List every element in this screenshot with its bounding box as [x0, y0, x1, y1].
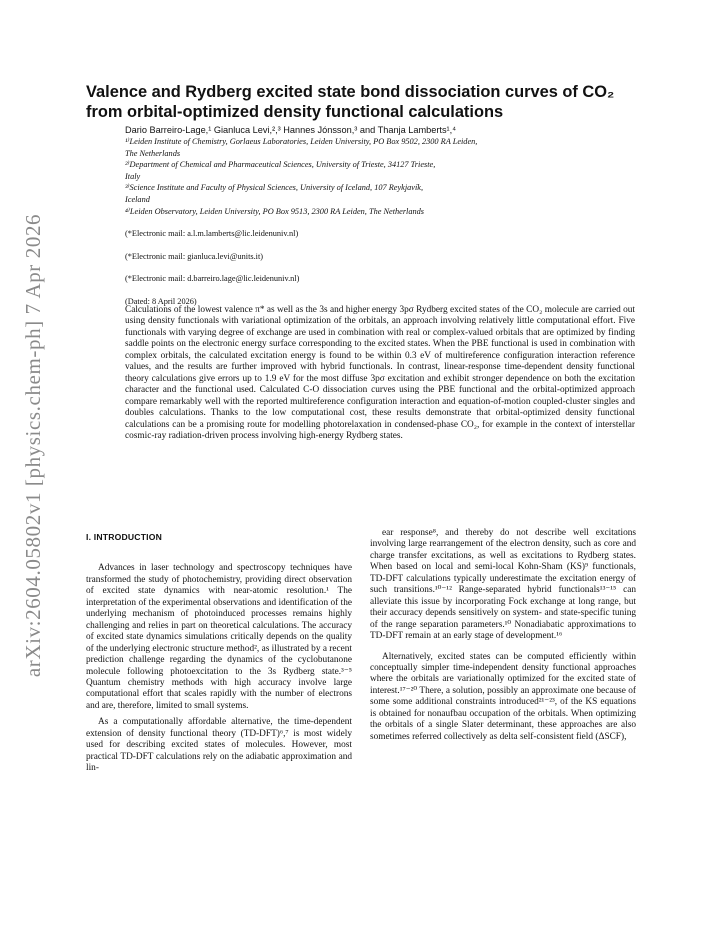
affiliation-line: Iceland: [125, 194, 150, 204]
email-lamberts: (*Electronic mail: a.l.m.lamberts@lic.leidenuniv.nl): [125, 229, 299, 238]
affiliation-line: ²⁾Department of Chemical and Pharmaceutical Sciences, University of Trieste, 34127 Trieste,: [125, 160, 436, 170]
affiliation-line: ¹⁾Leiden Institute of Chemistry, Gorlaeus Laboratories, Leiden University, PO Box 9502, 2300 RA Leiden,: [125, 137, 478, 146]
title-line-1: Valence and Rydberg excited state bond dissociation curves of CO₂: [86, 83, 615, 101]
abstract: Calculations of the lowest valence π* as well as the 3s and higher energy 3pσ Rydberg excited states of the CO₂ molecule are carried out using density functionals with variational optimization of the orbitals, an approach involving relatively little computational effort. Five functionals with varying degree of exchange are used in combination with real or complex-valued orbitals that are optimized by finding saddle points on the electronic energy surface corresponding to the excited states. When the PBE functional is used in combination with complex orbitals, the calculated excitation energy is found to be within 0.3 eV of multireference configuration interaction reference values, and the results are further improved with hybrid functionals. In contrast, linear-response time-dependent density functional theory calculations give errors up to 1.9 eV for the most diffuse 3pσ excitation and exhibit stronger dependence on both the excitation character and the functional used. Calculated C-O dissociation curves using the PBE functional and the orbital-optimized approach compare remarkably well with the reported multireference configuration interaction and equation-of-motion coupled-cluster singles and doubles calculations. Thanks to the low computational cost, these results demonstrate that orbital-optimized density functional calculations can be a promising route for modelling photorelaxation in condensed-phase CO₂, for example in the context of interstellar cosmic-ray radiation-driven process involving high-energy Rydberg states.: [125, 305, 635, 441]
title-line-2: from orbital-optimized density functional calculations: [86, 103, 504, 121]
email-barreiro-lage: (*Electronic mail: d.barreiro.lage@lic.leidenuniv.nl): [125, 274, 300, 283]
affiliation-line: ³⁾Science Institute and Faculty of Physical Sciences, University of Iceland, 107 Reykjavík,: [125, 183, 424, 193]
section-heading-introduction: I. INTRODUCTION: [86, 532, 163, 542]
arxiv-identifier-stamp: [14, 210, 54, 680]
right-column: [370, 528, 636, 748]
body-paragraph: Advances in laser technology and spectroscopy techniques have transformed the study of photochemistry, providing direct observation of excited state dynamics with near-atomic resolution.¹ The interpretation of the experimental observations and identification of the underlying mechanism of photoinduced processes remains highly challenging and relies in part on theoretical calculations. The accuracy of excited state dynamics simulations critically depends on the quality of the underlying electronic structure method², as illustrated by a recent prediction challenge regarding the dynamics of the cyclobutanone molecule following photoexcitation to the 3s Rydberg state.³⁻⁵ Quantum chemistry methods with high accuracy involve large computational effort that scales rapidly with the number of electrons and are, therefore, limited to small systems.: [86, 563, 352, 711]
arxiv-identifier-text: arXiv:2604.05802v1 [physics.chem-ph] 7 Apr 2026: [21, 213, 46, 677]
affiliation-line: Italy: [125, 171, 141, 181]
affiliation-line: The Netherlands: [125, 148, 181, 158]
left-column: [86, 528, 352, 780]
dated-line: (Dated: 8 April 2026): [125, 296, 197, 306]
body-paragraph: ear response⁸, and thereby do not describe well excitations involving large rearrangement of the electron density, such as core and charge transfer excitations, as well as excitations to Rydberg states. When based on local and semi-local Kohn-Sham (KS)⁹ functionals, TD-DFT calculations typically underestimate the excitation energy of such transitions.¹⁰⁻¹² Range-separated hybrid functionals¹³⁻¹⁵ can alleviate this issue by incorporating Fock exchange at long range, but their accuracy depends sensitively on system- and state-specific tuning of the range separation parameters.¹⁰ Nonadiabatic approximations to TD-DFT remain at an early stage of development.¹⁶: [370, 528, 636, 642]
body-paragraph: As a computationally affordable alternative, the time-dependent extension of density functional theory (TD-DFT)⁶,⁷ is most widely used for describing excited states of molecules. However, most practical TD-DFT calculations rely on the adiabatic approximation and lin-: [86, 717, 352, 774]
author-list: Dario Barreiro-Lage,¹ Gianluca Levi,²,³ Hannes Jónsson,³ and Thanja Lamberts¹,⁴: [125, 125, 457, 135]
affiliation-line: ⁴⁾Leiden Observatory, Leiden University, PO Box 9513, 2300 RA Leiden, The Netherlands: [125, 206, 425, 216]
body-paragraph: Alternatively, excited states can be computed efficiently within conceptually simpler time-independent density functional approaches where the orbitals are variationally optimized for the excited state of interest.¹⁷⁻²⁰ There, a solution, possibly an approximate one because of some some additional constraints introduced²¹⁻²³, of the KS equations is obtained for nonaufbau occupation of the orbitals. When optimizing the orbitals of a single Slater determinant, these approaches are also sometimes referred collectively as delta self-consistent field (ΔSCF),: [370, 651, 636, 742]
paper-title: [86, 82, 646, 122]
email-levi: (*Electronic mail: gianluca.levi@units.it): [125, 251, 264, 261]
affiliations: [125, 136, 595, 217]
